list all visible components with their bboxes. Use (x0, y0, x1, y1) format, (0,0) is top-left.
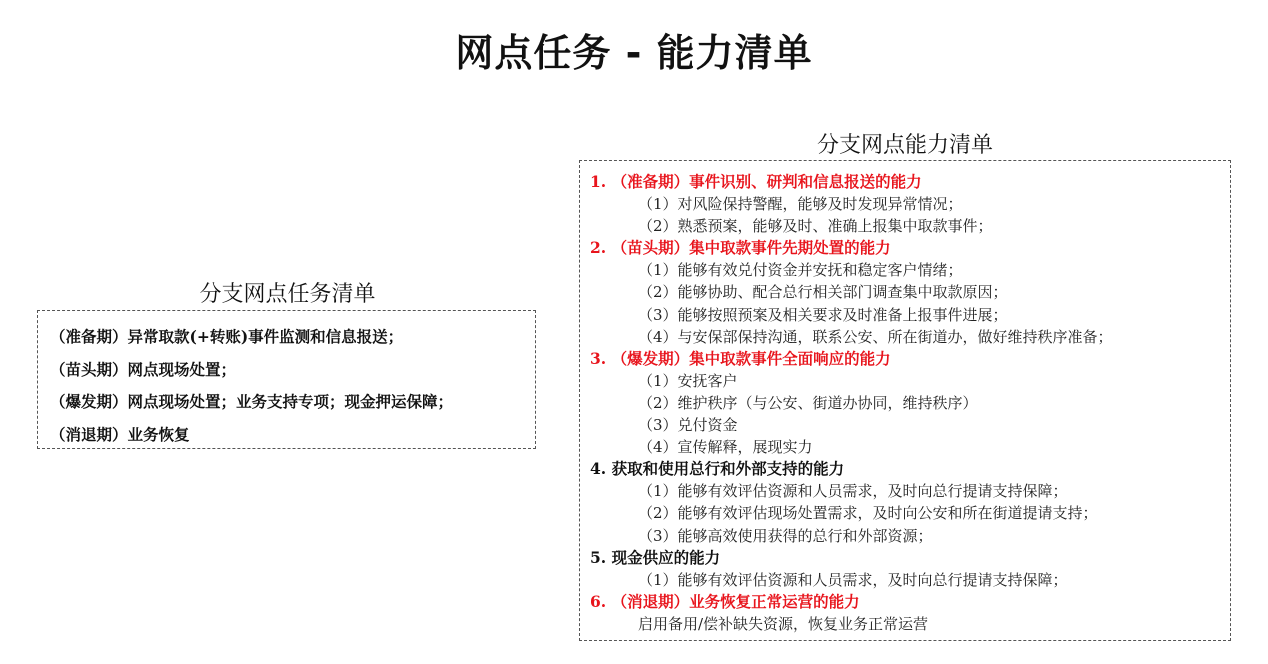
capability-3-item-3: （3）兑付资金 (638, 416, 738, 435)
capability-2-item-3: （3）能够按照预案及相关要求及时准备上报事件进展； (638, 305, 1008, 324)
capability-3-item-4: （4）宣传解释，展现实力 (638, 438, 813, 457)
capability-3-item-2: （2）维护秩序（与公安、街道办协同，维持秩序） (638, 393, 978, 412)
capability-1-item-1: （1）对风险保持警醒，能够及时发现异常情况； (638, 195, 963, 214)
capability-2-item-4: （4）与安保部保持沟通，联系公安、所在街道办，做好维持秩序准备； (638, 327, 1113, 346)
capability-2-item-1: （1）能够有效兑付资金并安抚和稳定客户情绪； (638, 261, 963, 280)
capability-5-item-1: （1）能够有效评估资源和人员需求，及时向总行提请支持保障； (638, 570, 1068, 589)
task-item-early: （苗头期）网点现场处置； (50, 359, 237, 379)
capability-1-item-2: （2）熟悉预案，能够及时、准确上报集中取款事件； (638, 217, 993, 236)
page-title: 网点任务 - 能力清单 (455, 31, 813, 75)
capability-section-3-head: 3. （爆发期）集中取款事件全面响应的能力 (590, 348, 891, 368)
task-list-heading: 分支网点任务清单 (199, 282, 376, 307)
capability-3-item-1: （1）安抚客户 (638, 371, 738, 390)
capability-section-1-head: 1. （准备期）事件识别、研判和信息报送的能力 (590, 172, 922, 191)
capability-4-item-1: （1）能够有效评估资源和人员需求，及时向总行提请支持保障； (638, 482, 1068, 501)
task-item-recovery: （消退期）业务恢复 (50, 424, 190, 444)
capability-4-item-2: （2）能够有效评估现场处置需求，及时向公安和所在街道提请支持； (638, 504, 1098, 523)
capability-list-heading: 分支网点能力清单 (816, 133, 993, 158)
capability-list-box (579, 160, 1231, 641)
capability-section-4-head: 4. 获取和使用总行和外部支持的能力 (590, 459, 845, 479)
task-item-outbreak: （爆发期）网点现场处置；业务支持专项；现金押运保障； (50, 392, 454, 411)
task-list-box (37, 310, 536, 449)
capability-section-2-head: 2. （苗头期）集中取款事件先期处置的能力 (590, 238, 891, 258)
capability-6-item-1: 启用备用/偿补缺失资源，恢复业务正常运营 (638, 614, 929, 633)
task-item-prep: （准备期）异常取款(+转账)事件监测和信息报送； (50, 327, 404, 346)
capability-section-5-head: 5. 现金供应的能力 (590, 547, 721, 567)
capability-4-item-3: （3）能够高效使用获得的总行和外部资源； (638, 526, 933, 545)
capability-section-6-head: 6. （消退期）业务恢复正常运营的能力 (590, 591, 860, 611)
capability-2-item-2: （2）能够协助、配合总行相关部门调查集中取款原因； (638, 283, 1008, 302)
